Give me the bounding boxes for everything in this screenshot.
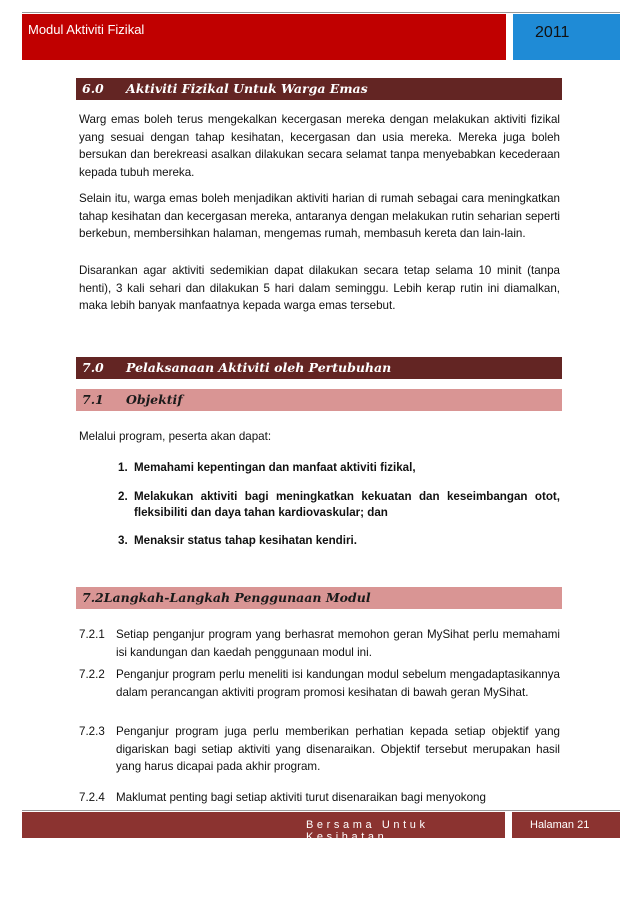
footer-rule: [22, 810, 620, 811]
list-item: 3. Menaksir status tahap kesihatan kendiri.: [118, 534, 357, 547]
list-item: 1. Memahami kepentingan dan manfaat aktiviti fizikal,: [118, 461, 416, 474]
section-7-1-title: Objektif: [126, 392, 183, 407]
header-year: 2011: [513, 14, 620, 60]
page-number: Halaman 21: [512, 812, 620, 838]
section-7-number: 7.0: [82, 360, 104, 375]
objectives-list: [118, 460, 560, 549]
section-6-paragraph-2: Selain itu, warga emas boleh menjadikan aktiviti harian di rumah sebagai cara meningkatkan tahap kesihatan dan kecergasan mereka, antaranya dengan melakukan rutin seharian seperti berkebun, membersihkan halaman, mengemas rumah, membasuh kereta dan lain-lain.: [79, 192, 560, 240]
objectives-intro: Melalui program, peserta akan dapat:: [79, 430, 272, 443]
section-7-1-heading: [76, 389, 562, 411]
section-6-paragraph-1: Warg emas boleh terus mengekalkan kecergasan mereka dengan melakukan aktiviti fizikal yang sesuai dengan tahap kesihatan, kecergasan dan usia mereka. Mereka juga boleh bersukan dan berekreasi asalkan dilakukan secara selamat tanpa menyebabkan kecederaan kepada tubuh mereka.: [79, 113, 560, 179]
section-6-title: Aktiviti Fizikal Untuk Warga Emas: [126, 81, 368, 96]
section-7-2-heading: [76, 587, 562, 609]
section-6-heading: [76, 78, 562, 100]
section-6-number: 6.0: [82, 81, 104, 96]
section-6-paragraph-3: Disarankan agar aktiviti sedemikian dapat dilakukan secara tetap selama 10 minit (tanpa henti), 3 kali sehari dan dilakukan 5 hari dalam seminggu. Lebih kerap rutin ini diamalkan, maka lebih banyak manfaatnya kepada warga emas tersebut.: [79, 264, 560, 312]
step-7-2-2: 7.2.2 Penganjur program perlu meneliti isi kandungan modul sebelum mengadaptasikannya dalam perancangan aktiviti program promosi kesihatan di bawah geran MySihat.: [79, 668, 560, 699]
page-header: [22, 14, 620, 60]
header-title: Modul Aktiviti Fizikal: [22, 14, 506, 60]
step-7-2-4: 7.2.4 Maklumat penting bagi setiap aktiviti turut disenaraikan bagi menyokong: [79, 791, 486, 804]
list-item: 2. Melakukan aktiviti bagi meningkatkan kekuatan dan keseimbangan otot, fleksibiliti dan daya tahan kardiovaskular; dan: [118, 490, 560, 519]
section-7-heading: [76, 357, 562, 379]
section-7-title: Pelaksanaan Aktiviti oleh Pertubuhan: [126, 360, 392, 375]
section-7-2-title: 7.2Langkah-Langkah Penggunaan Modul: [82, 590, 371, 605]
step-7-2-1: 7.2.1 Setiap penganjur program yang berhasrat memohon geran MySihat perlu memahami isi kandungan dan kaedah penggunaan modul ini.: [79, 628, 560, 659]
footer-slogan: Bersama Untuk Kesihatan: [22, 812, 505, 838]
step-7-2-3: 7.2.3 Penganjur program juga perlu memberikan perhatian kepada setiap objektif yang digariskan bagi setiap aktiviti yang disenaraikan. Objektif tersebut merupakan hasil yang harus dicapai pada akhir program.: [79, 725, 560, 773]
section-7-1-number: 7.1: [82, 392, 104, 407]
page-footer: [22, 812, 620, 843]
header-top-rule: [22, 12, 620, 13]
